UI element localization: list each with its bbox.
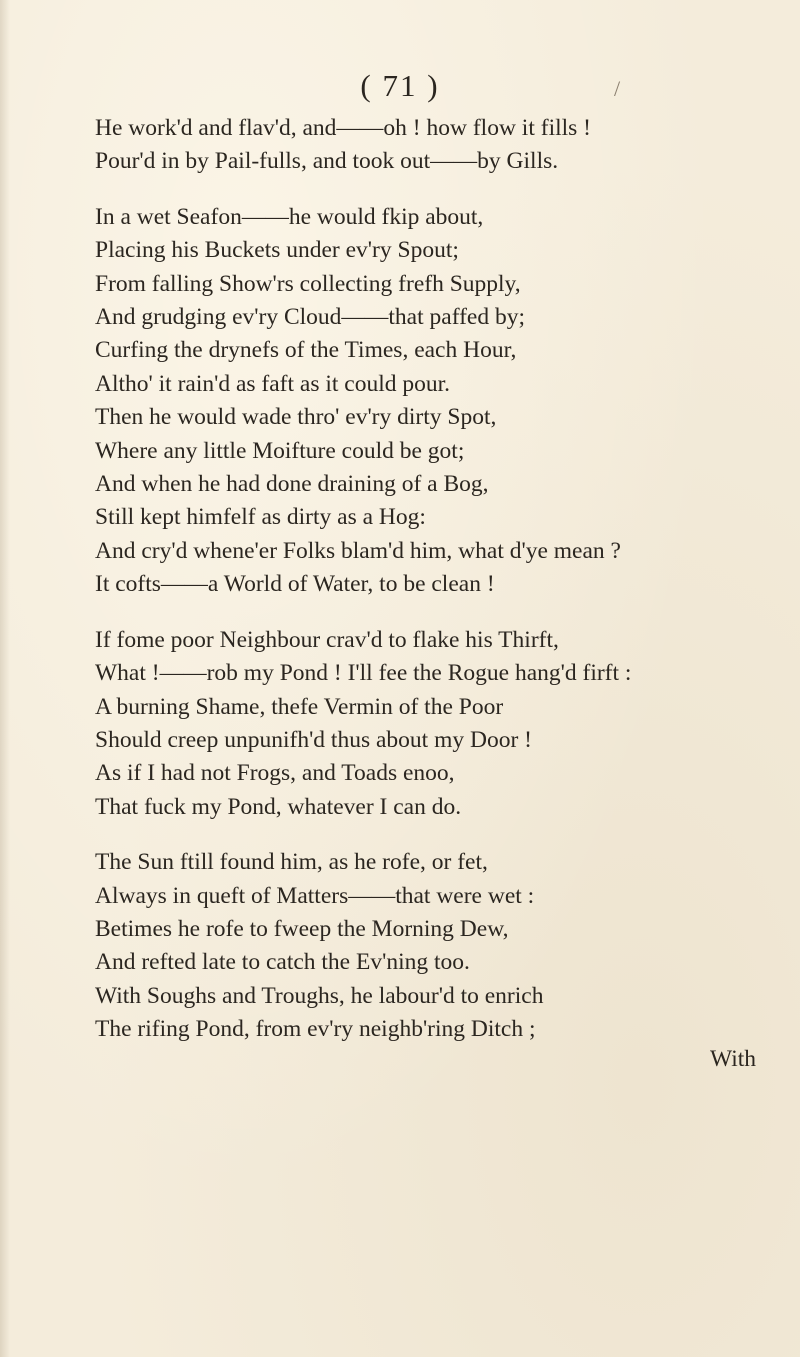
poem-line: A burning Shame, thefe Vermin of the Poor <box>95 693 504 720</box>
poem-line: Where any little Moifture could be got; <box>95 437 465 464</box>
stanza-1 <box>95 112 735 179</box>
page-gutter-shadow <box>0 0 10 1357</box>
catchword: With <box>710 1046 757 1072</box>
poem-line: That fuck my Pond, whatever I can do. <box>95 793 462 820</box>
poem-line: Betimes he rofe to fweep the Morning Dew, <box>95 915 509 942</box>
poem-line: Placing his Buckets under ev'ry Spout; <box>95 237 459 264</box>
page-number: ( 71 ) <box>360 68 440 103</box>
stanza-4 <box>95 846 735 1046</box>
poem-line: And grudging ev'ry Cloud——that paffed by; <box>95 304 525 331</box>
poem-line: And refted late to catch the Ev'ning too. <box>95 949 470 976</box>
poem-line: Still kept himfelf as dirty as a Hog: <box>95 504 426 531</box>
poem-line: From falling Show'rs collecting frefh Supply, <box>95 270 521 297</box>
stray-ink-mark: / <box>614 76 621 101</box>
poem-line: And when he had done draining of a Bog, <box>95 471 489 498</box>
poem-line: In a wet Seafon——he would fkip about, <box>95 203 484 230</box>
poem-line: The Sun ftill found him, as he rofe, or fet, <box>95 849 488 876</box>
stanza-3 <box>95 624 735 824</box>
poem-line: Then he would wade thro' ev'ry dirty Spot, <box>95 404 497 431</box>
poem-line: The rifing Pond, from ev'ry neighb'ring Ditch ; <box>95 1016 536 1043</box>
poem-line: Should creep unpunifh'd thus about my Door ! <box>95 726 532 753</box>
poem-line: Always in queft of Matters——that were wet : <box>95 882 535 909</box>
poem-line: As if I had not Frogs, and Toads enoo, <box>95 760 455 787</box>
poem-line: What !——rob my Pond ! I'll fee the Rogue hang'd firft : <box>95 660 632 687</box>
poem-text <box>95 112 735 1069</box>
poem-line: If fome poor Neighbour crav'd to flake his Thirft, <box>95 626 559 653</box>
poem-line: He work'd and flav'd, and——oh ! how flow it fills ! <box>95 115 592 141</box>
poem-line: It cofts——a World of Water, to be clean ! <box>95 571 495 598</box>
poem-line: Altho' it rain'd as faft as it could pour. <box>95 370 451 397</box>
poem-line: Pour'd in by Pail-fulls, and took out——by Gills. <box>95 148 559 175</box>
poem-line: With Soughs and Troughs, he labour'd to enrich <box>95 982 544 1009</box>
poem-line: Curfing the drynefs of the Times, each Hour, <box>95 337 517 364</box>
poem-line: And cry'd whene'er Folks blam'd him, what d'ye mean ? <box>95 537 621 564</box>
stanza-2 <box>95 201 735 602</box>
